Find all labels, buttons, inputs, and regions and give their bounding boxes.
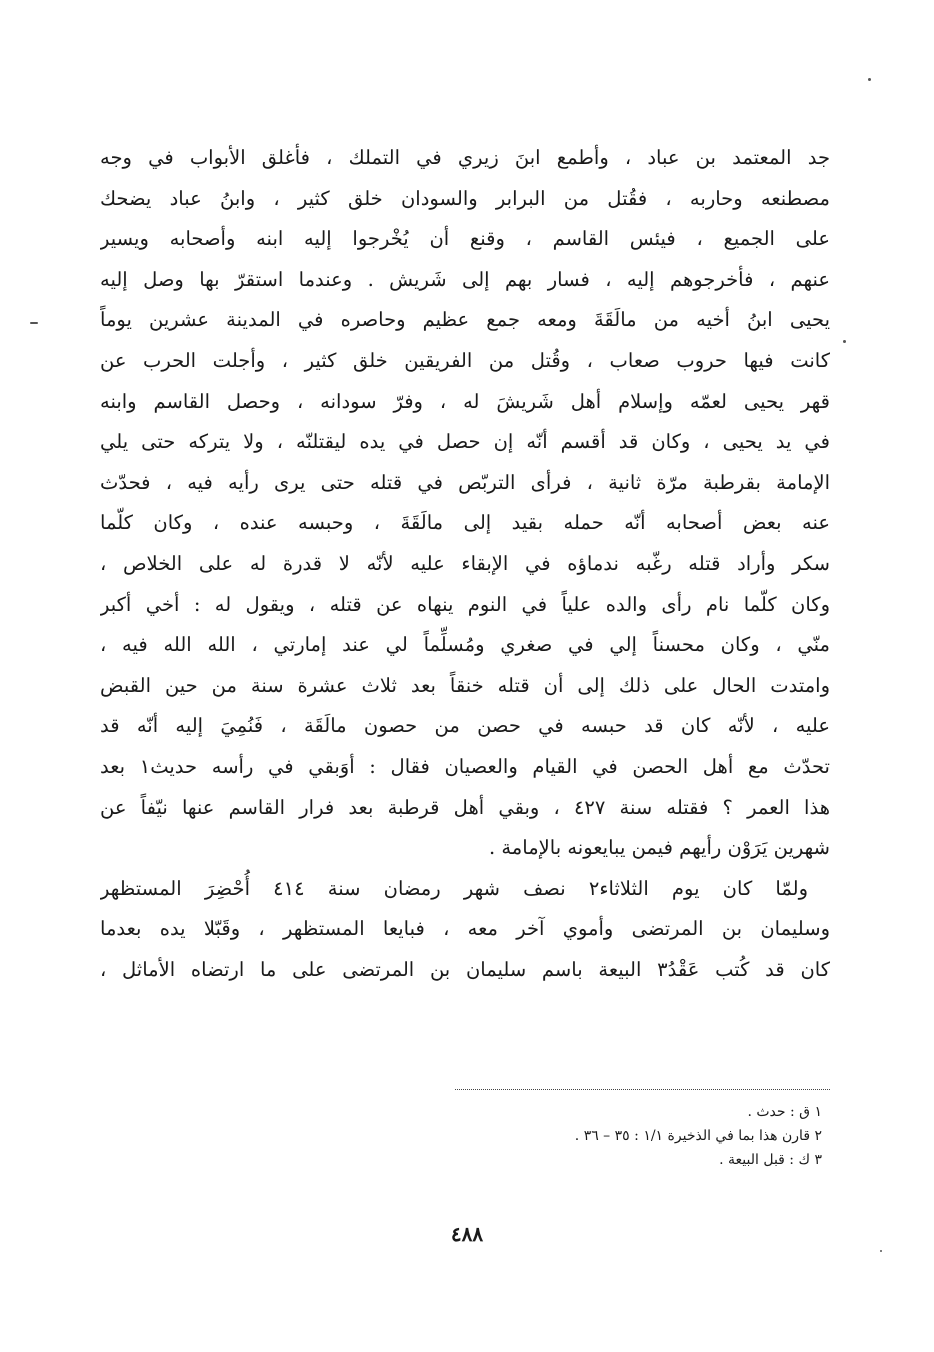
text-line-11: سكر وأراد قتله رغّبه ندماؤه في الإبقاء عليه لأنّه لا قدرة له على الخلاص ،: [100, 551, 830, 575]
page-number: ٤٨٨: [450, 1222, 484, 1246]
footnote-1: ١ ق : حدث .: [747, 1104, 822, 1120]
footnote-2: ٢ قارن هذا بما في الذخيرة ١/١ : ٣٥ – ٣٦ .: [574, 1128, 822, 1144]
text-line-9: الإمامة بقرطبة مرّة ثانية ، فرأى التربّص في قتله حتى يرى رأيه فيه ، فحدّث: [100, 470, 830, 494]
text-line-5: يحيى ابنُ أخيه من مالَقَةَ ومعه جمع عظيم وحاصره في المدينة عشرين يوماً: [100, 308, 830, 332]
scan-speck: [843, 340, 846, 343]
text-line-20: وسليمان بن المرتضى وأموي آخر معه ، فبايعا المستظهر ، وقَبّلا يده بعدما: [100, 917, 830, 941]
text-line-16: تحدّث مع أهل الحصن في القيام والعصيان فقال : أوَبقي في رأسه حديث١ بعد: [100, 754, 830, 778]
text-line-21: كان قد كُتب عَقْدُ٣ البيعة باسم سليمان بن المرتضى على ما ارتضاه الأماثل ،: [100, 957, 830, 981]
scan-speck: [30, 322, 38, 324]
text-line-2: مصطنعه وحاربه ، فقُتل من البرابر والسودان خلق كثير ، وابنُ عباد يضحك: [100, 186, 830, 210]
text-line-10: عنه بعض أصحابه أنّه حمله بقيد إلى مالَقَةَ ، وحبسه عنده ، وكان كلّما: [100, 511, 830, 535]
text-line-13: منّي ، وكان محسناً إلي في صغري ومُسلِّماً لي عند إمارتي ، الله الله فيه ،: [100, 633, 830, 657]
text-line-18: شهرين يَرَوْن رأيهم فيمن يبايعونه بالإمامة .: [488, 836, 830, 860]
footnote-3: ٣ ك : قبل البيعة .: [719, 1152, 822, 1168]
text-line-6: كانت فيها حروب صعاب ، وقُتل من الفريقين خلق كثير ، وأجلت الحرب عن: [100, 348, 830, 372]
text-line-12: وكان كلّما نام رأى والده علياً في النوم ينهاه عن قتله ، ويقول له : أخي أكبر: [100, 592, 830, 616]
text-line-1: جد المعتمد بن عباد ، وأطمع ابنَ زيري في التملك ، فأغلق الأبواب في وجه: [100, 146, 830, 169]
text-line-14: وامتدت الحال على ذلك إلى أن قتله خنقاً بعد ثلاث عشرة سنة من حين القبض: [100, 673, 830, 697]
text-line-17: هذا العمر ؟ فقتله سنة ٤٢٧ ، وبقي أهل قرطبة بعد فرار القاسم عنها نيّفاً عن: [100, 795, 830, 819]
footnotes: [380, 1100, 830, 1172]
text-line-15: عليه ، لأنّه كان قد حبسه في حصن من حصون مالَقَة ، فَنُمِيَ إليه أنّه قد: [100, 714, 830, 738]
text-line-7: قهر يحيى لعمّه وإسلام أهل شَريشَ له ، وفرّ سودانه ، وحصل القاسم وابنه: [100, 389, 830, 413]
text-line-19: ولمّا كان يوم الثلاثاء٢ نصف شهر رمضان سنة ٤١٤ أُحْضِرَ المستظهر: [100, 876, 808, 900]
footnote-divider: [455, 1089, 830, 1090]
scan-speck: [880, 1250, 882, 1252]
text-line-8: في يد يحيى ، وكان قد أقسم أنّه إن حصل في يده ليقتلنّه ، ولا يتركه حتى يلي: [100, 430, 830, 454]
main-text-block: [100, 138, 830, 990]
text-line-3: على الجميع ، فيئس القاسم ، وقنع أن يُخْرجوا إليه ابنه وأصحابه ويسير: [100, 227, 830, 251]
scan-speck: [868, 78, 871, 81]
text-line-4: عنهم ، فأخرجوهم إليه ، فسار بهم إلى شَريش . وعندما استقرّ بها وصل إليه: [100, 267, 830, 291]
